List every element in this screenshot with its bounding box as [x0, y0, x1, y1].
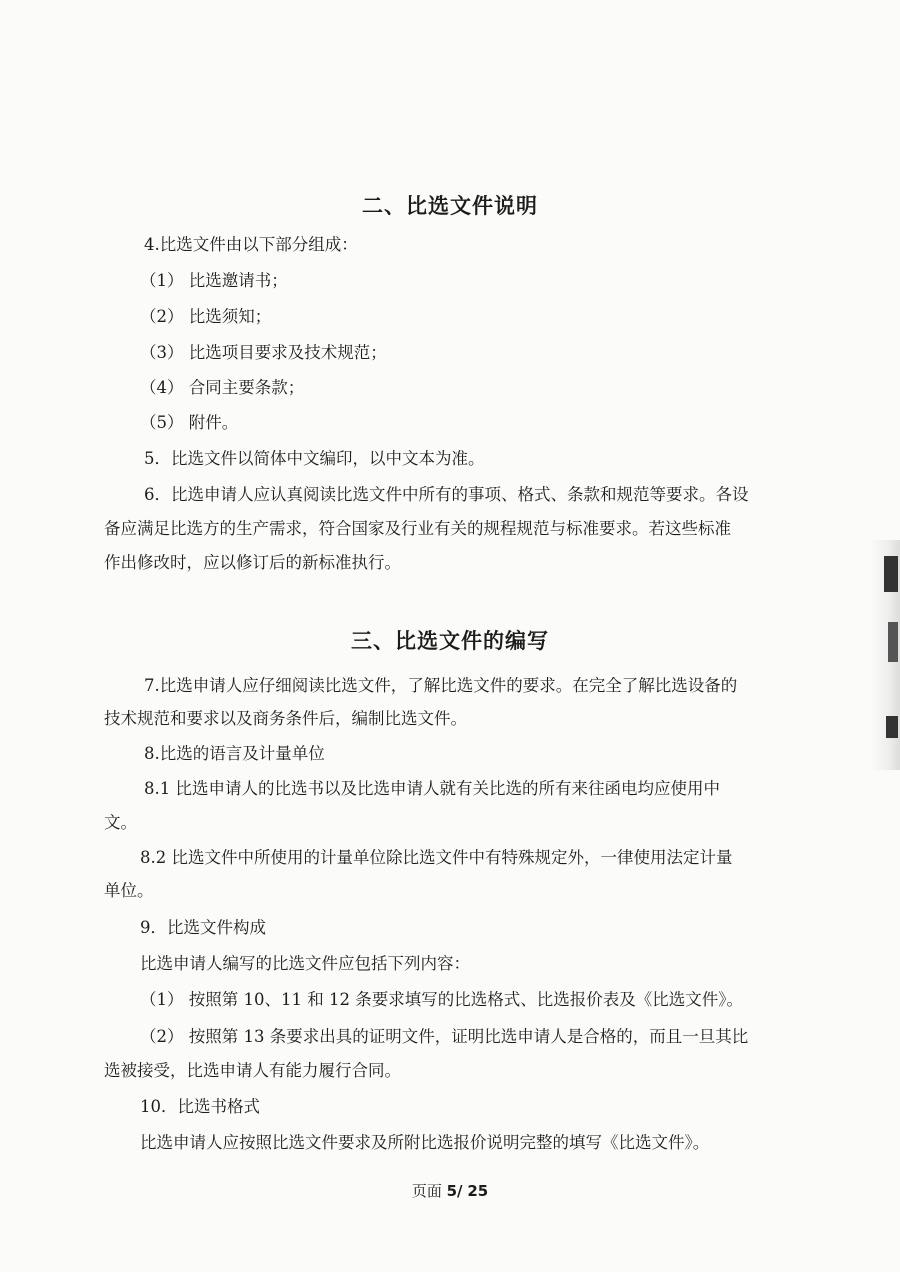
paragraph-line: 选被接受，比选申请人有能力履行合同。	[104, 1061, 401, 1080]
page-number: 5/	[446, 1182, 463, 1200]
list-item: （3） 比选项目要求及技术规范；	[140, 343, 387, 362]
list-item: （2） 按照第 13 条要求出具的证明文件，证明比选申请人是合格的，而且一旦其比	[140, 1027, 749, 1046]
paragraph-line: 4.比选文件由以下部分组成：	[144, 235, 358, 254]
section-heading: 二、比选文件说明	[362, 194, 538, 218]
paragraph-line: 作出修改时，应以修订后的新标准执行。	[104, 553, 401, 572]
paragraph-line: 文。	[104, 813, 137, 832]
paragraph-line: 9．比选文件构成	[140, 918, 266, 937]
list-item: （4） 合同主要条款；	[140, 378, 305, 397]
list-item: （1） 按照第 10、11 和 12 条要求填写的比选格式、比选报价表及《比选文件》。	[140, 990, 743, 1009]
paragraph-line: 比选申请人编写的比选文件应包括下列内容：	[140, 954, 470, 973]
list-item: （1） 比选邀请书；	[140, 271, 288, 290]
paragraph-line: 5．比选文件以简体中文编印，以中文本为准。	[144, 449, 485, 468]
paragraph-line: 单位。	[104, 881, 154, 900]
paragraph-line: 比选申请人应按照比选文件要求及所附比选报价说明完整的填写《比选文件》。	[140, 1133, 710, 1152]
scan-edge-mark	[886, 716, 898, 738]
paragraph-line: 6．比选申请人应认真阅读比选文件中所有的事项、格式、条款和规范等要求。各设	[144, 485, 749, 504]
paragraph-line: 8.1 比选申请人的比选书以及比选申请人就有关比选的所有来往函电均应使用中	[144, 779, 720, 798]
paragraph-line: 备应满足比选方的生产需求，符合国家及行业有关的规程规范与标准要求。若这些标准	[104, 519, 731, 538]
list-item: （2） 比选须知；	[140, 307, 272, 326]
page-footer	[0, 1180, 900, 1201]
paragraph-line: 8.2 比选文件中所使用的计量单位除比选文件中有特殊规定外，一律使用法定计量	[140, 848, 733, 867]
section-heading: 三、比选文件的编写	[351, 629, 549, 653]
page-total: 25	[467, 1182, 489, 1200]
paragraph-line: 7.比选申请人应仔细阅读比选文件，了解比选文件的要求。在完全了解比选设备的	[144, 676, 738, 695]
scan-edge-mark	[884, 556, 898, 592]
page-label: 页面	[411, 1182, 442, 1200]
paragraph-line: 10．比选书格式	[140, 1097, 260, 1116]
list-item: （5） 附件。	[140, 413, 239, 432]
paragraph-line: 8.比选的语言及计量单位	[144, 744, 325, 763]
paragraph-line: 技术规范和要求以及商务条件后，编制比选文件。	[104, 709, 467, 728]
